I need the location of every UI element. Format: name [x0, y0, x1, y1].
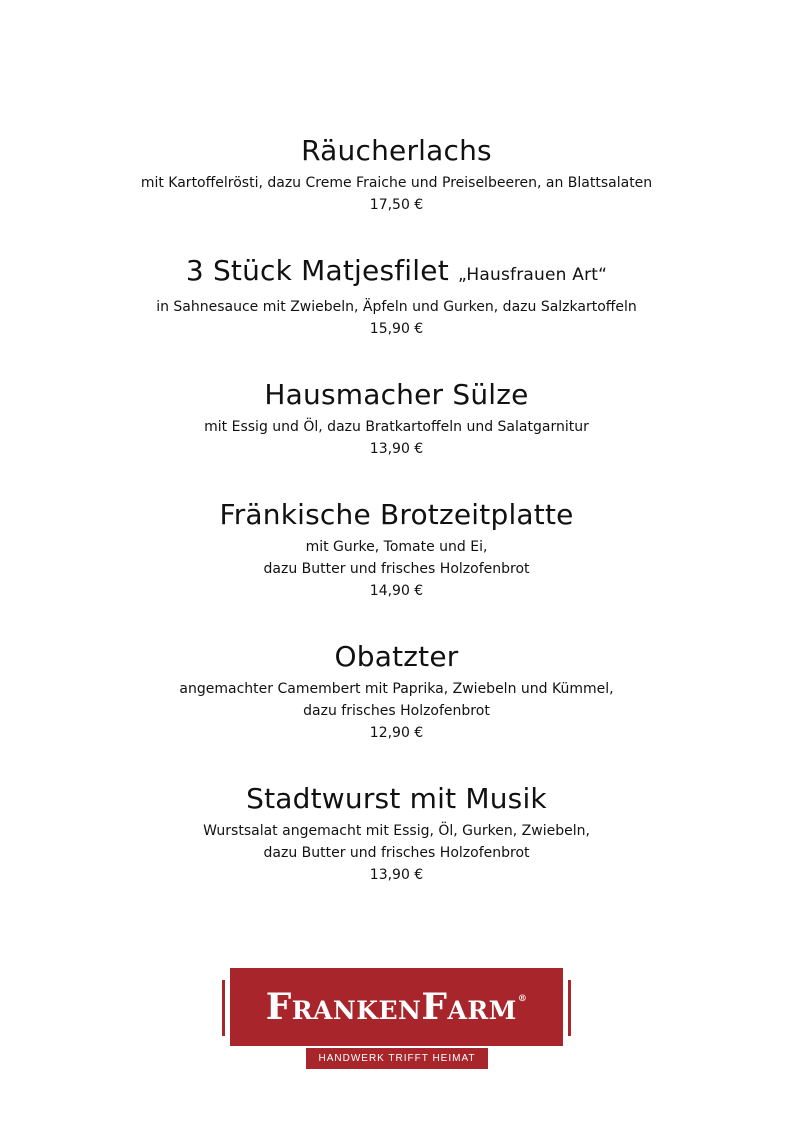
item-description: dazu Butter und frisches Holzofenbrot: [263, 561, 530, 577]
item-title: Räucherlachs: [301, 134, 492, 167]
menu-item: [0, 376, 793, 460]
item-price: 12,90 €: [369, 725, 424, 741]
item-title: Hausmacher Sülze: [264, 378, 529, 411]
frankenfarm-logo: [222, 968, 571, 1070]
item-price: 14,90 €: [369, 583, 424, 599]
registered-mark: ®: [517, 994, 528, 1004]
menu-list: [0, 132, 793, 886]
item-description: mit Essig und Öl, dazu Bratkartoffeln und Salatgarnitur: [204, 419, 589, 435]
menu-item: [0, 496, 793, 602]
item-price: 13,90 €: [369, 867, 424, 883]
menu-item: [0, 780, 793, 886]
menu-item: [0, 132, 793, 216]
logo-box: [230, 968, 563, 1046]
menu-item: [0, 638, 793, 744]
item-price: 13,90 €: [369, 441, 424, 457]
item-description: dazu Butter und frisches Holzofenbrot: [263, 845, 530, 861]
item-title: Obatzter: [334, 640, 459, 673]
item-description: mit Kartoffelrösti, dazu Creme Fraiche und Preiselbeeren, an Blattsalaten: [140, 175, 653, 191]
item-description: dazu frisches Holzofenbrot: [303, 703, 490, 719]
item-title: Stadtwurst mit Musik: [246, 782, 547, 815]
item-price: 17,50 €: [369, 197, 424, 213]
item-title: Fränkische Brotzeitplatte: [219, 498, 574, 531]
item-title: 3 Stück Matjesfilet „Hausfrauen Art“: [185, 254, 608, 287]
logo-right-bar: [568, 980, 571, 1036]
logo-tagline: HANDWERK TRIFFT HEIMAT: [306, 1048, 488, 1069]
item-description: in Sahnesauce mit Zwiebeln, Äpfeln und Gurken, dazu Salzkartoffeln: [156, 299, 637, 315]
logo-wordmark: FrankenFarm®: [265, 986, 528, 1028]
item-description: mit Gurke, Tomate und Ei,: [305, 539, 488, 555]
logo-left-bar: [222, 980, 225, 1036]
item-subtitle: „Hausfrauen Art“: [458, 265, 608, 285]
menu-item: [0, 252, 793, 340]
item-price: 15,90 €: [369, 321, 424, 337]
item-description: Wurstsalat angemacht mit Essig, Öl, Gurken, Zwiebeln,: [203, 823, 590, 839]
item-description: angemachter Camembert mit Paprika, Zwiebeln und Kümmel,: [179, 681, 614, 697]
